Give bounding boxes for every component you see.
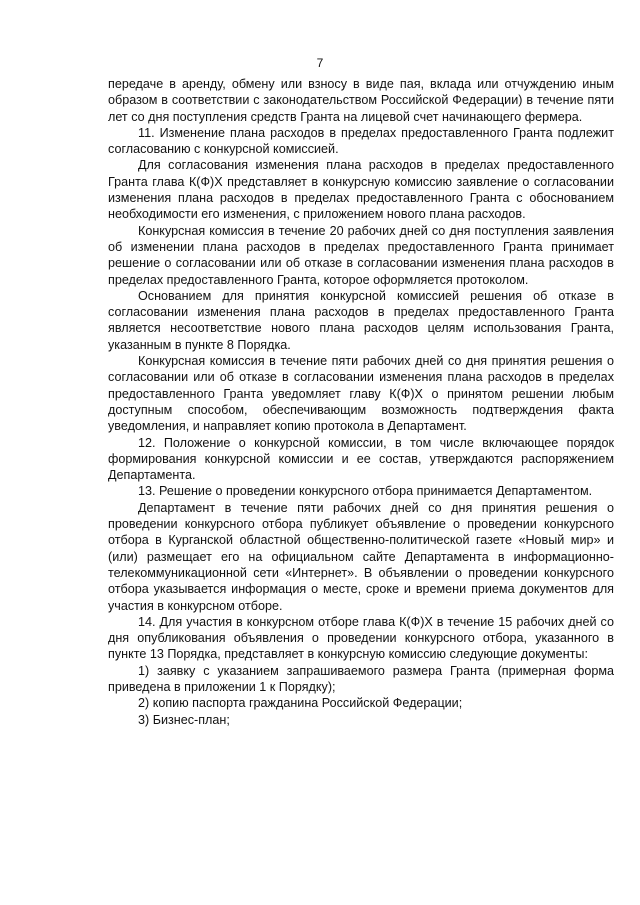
page-number: 7	[316, 56, 324, 70]
list-item-1: 1) заявку с указанием запрашиваемого размера Гранта (примерная форма приведена в приложении 1 к Порядку);	[108, 663, 614, 694]
paragraph-12: 12. Положение о конкурсной комиссии, в том числе включающее порядок формирования конкурсной комиссии и ее состав, утверждаются распоряжением Департамента.	[108, 435, 614, 483]
paragraph-13: 13. Решение о проведении конкурсного отбора принимается Департаментом.	[138, 484, 593, 499]
list-item-2: 2) копию паспорта гражданина Российской Федерации;	[138, 696, 463, 711]
paragraph-13-announcement: Департамент в течение пяти рабочих дней со дня принятия решения о проведении конкурсного отбора публикует объявление о проведении конкурсного отбора в Курганской областной общественно-политической газете «Новый мир» и (или) размещает его на официальном сайте Департамента в информационно-телекоммуникационной сети «Интернет». В объявлении о проведении конкурсного отбора указывается информация о месте, сроке и времени приема документов для участия в конкурсном отборе.	[108, 500, 614, 613]
paragraph-14: 14. Для участия в конкурсном отборе глава К(Ф)Х в течение 15 рабочих дней со дня опубликования объявления о проведении конкурсного отбора, указанного в пункте 13 Порядка, представляет в конкурсную комиссию следующие документы:	[108, 614, 614, 662]
paragraph-11-notification: Конкурсная комиссия в течение пяти рабочих дней со дня принятия решения о согласовании или об отказе в согласовании изменения плана расходов в пределах предоставленного Гранта уведомляет главу К(Ф)Х о принятом решении любым доступным способом, обеспечивающим возможность подтверждения факта уведомления, и направляет копию протокола в Департамент.	[108, 354, 614, 434]
paragraph-11-commission-decision: Конкурсная комиссия в течение 20 рабочих дней со дня поступления заявления об изменении плана расходов в пределах предоставленного Гранта принимает решение о согласовании или об отказе в согласовании изменения плана расходов в пределах предоставленного Гранта, которое оформляется протоколом.	[108, 223, 614, 287]
paragraph-11: 11. Изменение плана расходов в пределах предоставленного Гранта подлежит согласованию с конкурсной комиссией.	[108, 125, 614, 157]
paragraph-continuation: передаче в аренду, обмену или взносу в виде пая, вклада или отчуждению иным образом в соответствии с законодательством Российской Федерации) в течение пяти лет со дня поступления средств Гранта на лицевой счет начинающего фермера.	[108, 77, 614, 124]
paragraph-11-refusal-grounds: Основанием для принятия конкурсной комиссией решения об отказе в согласовании изменения плана расходов в пределах предоставленного Гранта является несоответствие нового плана расходов целям использования Гранта, указанным в пункте 8 Порядка.	[108, 288, 614, 352]
list-item-3: 3) Бизнес-план;	[138, 712, 230, 727]
paragraph-11-approval: Для согласования изменения плана расходов в пределах предоставленного Гранта глава К(Ф)Х представляет в конкурсную комиссию заявление о согласовании изменения плана расходов в пределах предоставленного Гранта с обоснованием необходимости его изменения, с приложением нового плана расходов.	[108, 158, 614, 222]
document-body	[108, 76, 614, 728]
